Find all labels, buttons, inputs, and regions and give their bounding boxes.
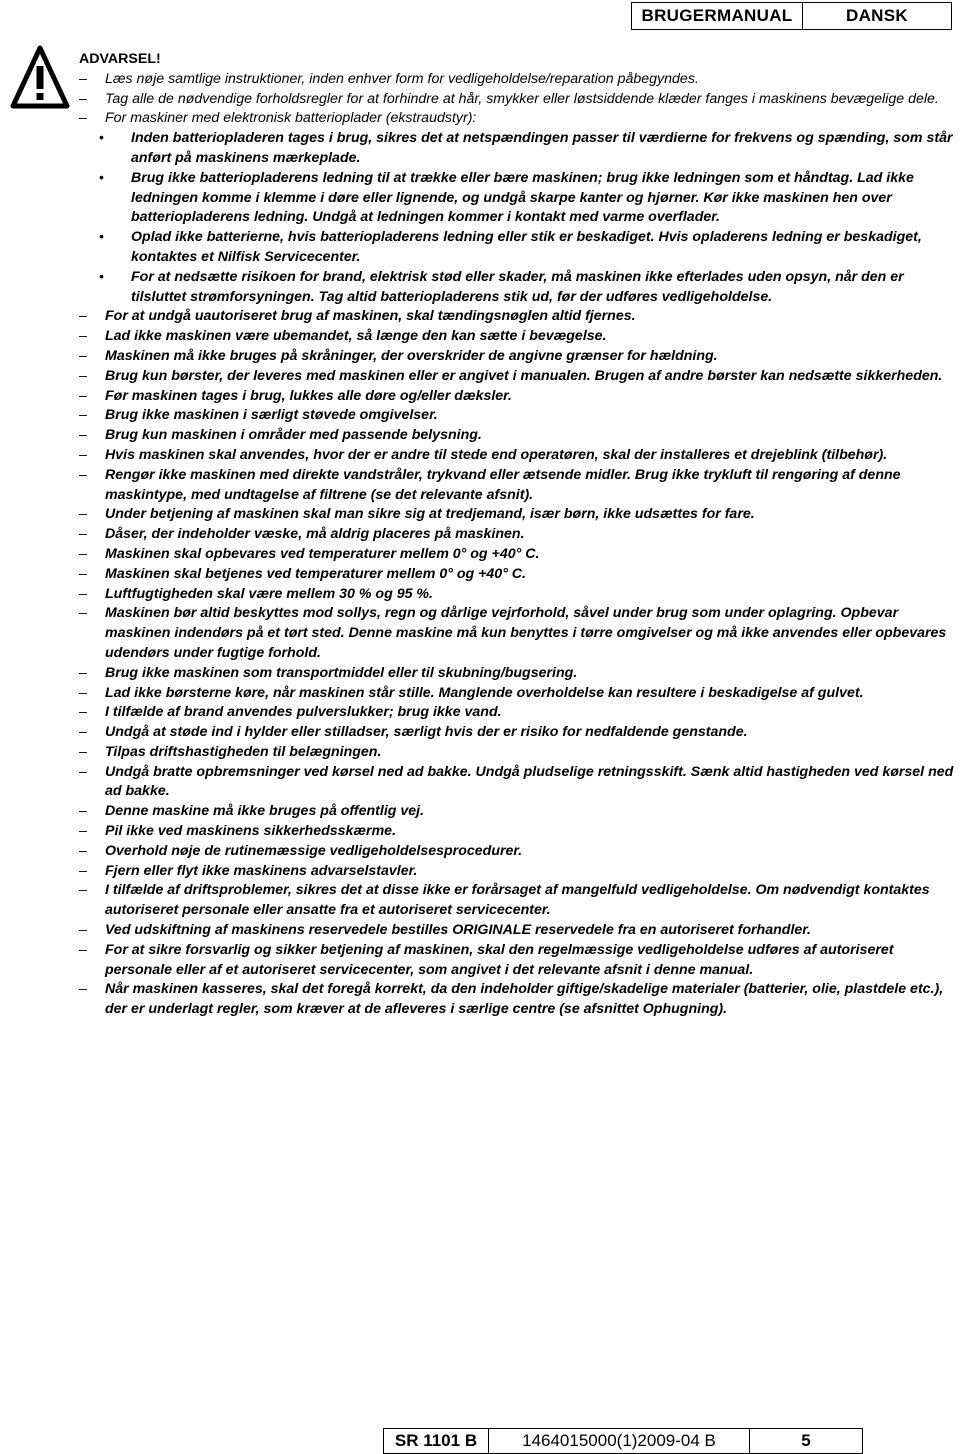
- dash-marker: –: [79, 90, 87, 107]
- dash-marker: –: [79, 466, 87, 483]
- list-item-text: Fjern eller flyt ikke maskinens advarselstavler.: [105, 862, 418, 879]
- bullet-list-item: [79, 268, 957, 308]
- list-item: [79, 109, 957, 129]
- warning-title: ADVARSEL!: [79, 51, 161, 67]
- page-footer: [383, 1428, 863, 1454]
- list-item-text: Maskinen skal betjenes ved temperaturer mellem 0° og +40° C.: [105, 565, 526, 582]
- list-item-text: Før maskinen tages i brug, lukkes alle døre og/eller dæksler.: [105, 387, 512, 404]
- dash-marker: –: [79, 823, 87, 840]
- dash-marker: –: [79, 545, 87, 562]
- list-item: [79, 347, 957, 367]
- model-label: SR 1101 B: [383, 1428, 488, 1454]
- list-item: [79, 90, 957, 110]
- dash-marker: –: [79, 70, 87, 87]
- dash-marker: –: [79, 743, 87, 760]
- warning-section: [79, 50, 957, 1020]
- list-item: [79, 70, 957, 90]
- list-item-text: Undgå bratte opbremsninger ved kørsel ned ad bakke. Undgå pludselige retningsskift. Sænk altid hastigheden ved kørsel ned ad bakke.: [105, 763, 954, 800]
- list-item: [79, 367, 957, 387]
- list-item-text: Brug ikke maskinen i særligt støvede omgivelser.: [105, 407, 438, 424]
- manual-label: BRUGERMANUAL: [631, 2, 802, 30]
- list-item: [79, 763, 957, 803]
- list-item-text: Lad ikke børsterne køre, når maskinen står stille. Manglende overholdelse kan resultere i beskadigelse af gulvet.: [105, 684, 864, 701]
- dash-marker: –: [79, 803, 87, 820]
- dash-marker: –: [79, 704, 87, 721]
- list-item: [79, 881, 957, 921]
- list-item: [79, 387, 957, 407]
- list-item: [79, 525, 957, 545]
- list-item: [79, 307, 957, 327]
- list-item: [79, 802, 957, 822]
- dash-marker: –: [79, 882, 87, 899]
- dash-marker: –: [79, 862, 87, 879]
- list-item-text: Brug kun børster, der leveres med maskinen eller er angivet i manualen. Brugen af andre børster kan nedsætte sikkerheden.: [105, 367, 943, 384]
- bullet-list-item: [79, 228, 957, 268]
- list-item: [79, 684, 957, 704]
- list-item-text: For maskiner med elektronisk batterioplader (ekstraudstyr):: [105, 110, 477, 127]
- list-item-text: Når maskinen kasseres, skal det foregå korrekt, da den indeholder giftige/skadelige materialer (batterier, olie, plastdele etc.), der er underlagt regler, som kræver at de afleveres i særlige centre (se afsnittet Ophugning).: [105, 981, 944, 1018]
- dash-marker: –: [79, 427, 87, 444]
- list-item-text: For at undgå uautoriseret brug af maskinen, skal tændingsnøglen altid fjernes.: [105, 308, 636, 325]
- list-item-text: Maskinen må ikke bruges på skråninger, der overskrider de angivne grænser for hældning.: [105, 347, 718, 364]
- list-item: [79, 545, 957, 565]
- dash-marker: –: [79, 367, 87, 384]
- dash-marker: –: [79, 605, 87, 622]
- language-label: DANSK: [802, 2, 952, 30]
- bullet-list-item: [79, 169, 957, 228]
- list-item: [79, 585, 957, 605]
- list-item-text: For at nedsætte risikoen for brand, elektrisk stød eller skader, må maskinen ikke efterlades uden opsyn, når den er tilsluttet strømforsyningen. Tag altid batteriopladerens stik ud, før der udføres vedligeholdelse.: [131, 268, 904, 305]
- dash-marker: –: [79, 585, 87, 602]
- dash-marker: –: [79, 387, 87, 404]
- list-item: [79, 941, 957, 981]
- bullet-marker: •: [99, 169, 104, 186]
- dash-marker: –: [79, 407, 87, 424]
- list-item: [79, 446, 957, 466]
- document-code: 1464015000(1)2009-04 B: [488, 1428, 749, 1454]
- dash-marker: –: [79, 684, 87, 701]
- dash-marker: –: [79, 328, 87, 345]
- list-item-text: Brug kun maskinen i områder med passende belysning.: [105, 427, 482, 444]
- dash-marker: –: [79, 922, 87, 939]
- list-item-text: Dåser, der indeholder væske, må aldrig placeres på maskinen.: [105, 526, 525, 543]
- dash-marker: –: [79, 446, 87, 463]
- dash-marker: –: [79, 110, 87, 127]
- dash-marker: –: [79, 981, 87, 998]
- list-item: [79, 406, 957, 426]
- list-item-text: Maskinen bør altid beskyttes mod sollys, regn og dårlige vejrforhold, såvel under brug som under oplagring. Opbevar maskinen indendørs på et tørt sted. Denne maskine må kun benyttes i tørre omgivelser og må ikke anvendes eller opbevares udendørs under fugtige forhold.: [105, 605, 947, 661]
- list-item: [79, 921, 957, 941]
- list-item-text: Lad ikke maskinen være ubemandet, så længe den kan sætte i bevægelse.: [105, 328, 607, 345]
- dash-marker: –: [79, 763, 87, 780]
- list-item-text: Luftfugtigheden skal være mellem 30 % og 95 %.: [105, 585, 433, 602]
- dash-marker: –: [79, 308, 87, 325]
- list-item: [79, 822, 957, 842]
- list-item-text: Inden batteriopladeren tages i brug, sikres det at netspændingen passer til værdierne for frekvens og spænding, som står anført på maskinens mærkeplade.: [131, 130, 953, 166]
- bullet-list-item: [79, 129, 957, 169]
- list-item-text: Brug ikke batteriopladerens ledning til at trække eller bære maskinen; brug ikke ledningen som et håndtag. Lad ikke ledningen komme i klemme i døre eller lignende, og undgå skarpe kanter og hjørner. Kør ikke maskinen hen over batteriopladerens ledning. Undgå at ledningen kommer i kontakt med varme overflader.: [131, 169, 914, 226]
- dash-marker: –: [79, 506, 87, 523]
- list-item: [79, 842, 957, 862]
- list-item-text: Under betjening af maskinen skal man sikre sig at tredjemand, især børn, ikke udsættes for fare.: [105, 506, 755, 523]
- bullet-marker: •: [99, 268, 104, 285]
- list-item: [79, 862, 957, 882]
- list-item-text: Maskinen skal opbevares ved temperaturer mellem 0° og +40° C.: [105, 545, 540, 562]
- list-item-text: Hvis maskinen skal anvendes, hvor der er andre til stede end operatøren, skal der installeres et drejeblink (tilbehør).: [105, 446, 888, 463]
- dash-marker: –: [79, 724, 87, 741]
- list-item-text: Ved udskiftning af maskinens reservedele bestilles ORIGINALE reservedele fra en autoriseret forhandler.: [105, 922, 811, 939]
- list-item: [79, 327, 957, 347]
- dash-marker: –: [79, 526, 87, 543]
- list-item-text: Tag alle de nødvendige forholdsregler for at forhindre at hår, smykker eller løstsiddende klæder fanges i maskinens bevægelige dele.: [105, 90, 939, 107]
- bullet-marker: •: [99, 130, 104, 147]
- warning-triangle-icon: [10, 44, 70, 110]
- list-item: [79, 565, 957, 585]
- list-item-text: Oplad ikke batterierne, hvis batteriopladerens ledning eller stik er beskadiget. Hvis opladerens ledning er beskadiget, kontaktes et Nilfisk Servicecenter.: [131, 229, 922, 265]
- list-item: [79, 426, 957, 446]
- bullet-marker: •: [99, 229, 104, 246]
- page-number: 5: [749, 1428, 863, 1454]
- list-item-text: I tilfælde af driftsproblemer, sikres det at disse ikke er forårsaget af mangelfuld vedligeholdelse. Om nødvendigt kontaktes autoriseret personale eller ansatte fra et autoriseret servicecenter.: [105, 882, 930, 919]
- warning-list: [79, 70, 957, 1020]
- list-item-text: Pil ikke ved maskinens sikkerhedsskærme.: [105, 823, 397, 840]
- dash-marker: –: [79, 565, 87, 582]
- dash-marker: –: [79, 664, 87, 681]
- list-item-text: Rengør ikke maskinen med direkte vandstråler, trykvand eller ætsende midler. Brug ikke trykluft til rengøring af denne maskintype, med undtagelse af filtrene (se det relevante afsnit).: [105, 466, 901, 503]
- list-item: [79, 604, 957, 663]
- dash-marker: –: [79, 347, 87, 364]
- dash-marker: –: [79, 941, 87, 958]
- dash-marker: –: [79, 842, 87, 859]
- list-item-text: Brug ikke maskinen som transportmiddel eller til skubning/bugsering.: [105, 664, 578, 681]
- page-header: [631, 2, 952, 30]
- list-item: [79, 980, 957, 1020]
- list-item: [79, 664, 957, 684]
- list-item-text: I tilfælde af brand anvendes pulverslukker; brug ikke vand.: [105, 704, 502, 721]
- list-item: [79, 703, 957, 723]
- list-item-text: Overhold nøje de rutinemæssige vedligeholdelsesprocedurer.: [105, 842, 523, 859]
- list-item: [79, 505, 957, 525]
- list-item-text: Læs nøje samtlige instruktioner, inden enhver form for vedligeholdelse/reparation påbegyndes.: [105, 70, 699, 87]
- list-item-text: Undgå at støde ind i hylder eller stilladser, særligt hvis der er risiko for nedfaldende genstande.: [105, 724, 748, 741]
- list-item-text: For at sikre forsvarlig og sikker betjening af maskinen, skal den regelmæssige vedligeholdelse udføres af autoriseret personale eller af et autoriseret servicecenter, som angivet i det relevante afsnit i denne manual.: [105, 941, 894, 978]
- list-item-text: Tilpas driftshastigheden til belægningen.: [105, 743, 382, 760]
- list-item: [79, 466, 957, 506]
- list-item: [79, 743, 957, 763]
- list-item-text: Denne maskine må ikke bruges på offentlig vej.: [105, 803, 425, 820]
- list-item: [79, 723, 957, 743]
